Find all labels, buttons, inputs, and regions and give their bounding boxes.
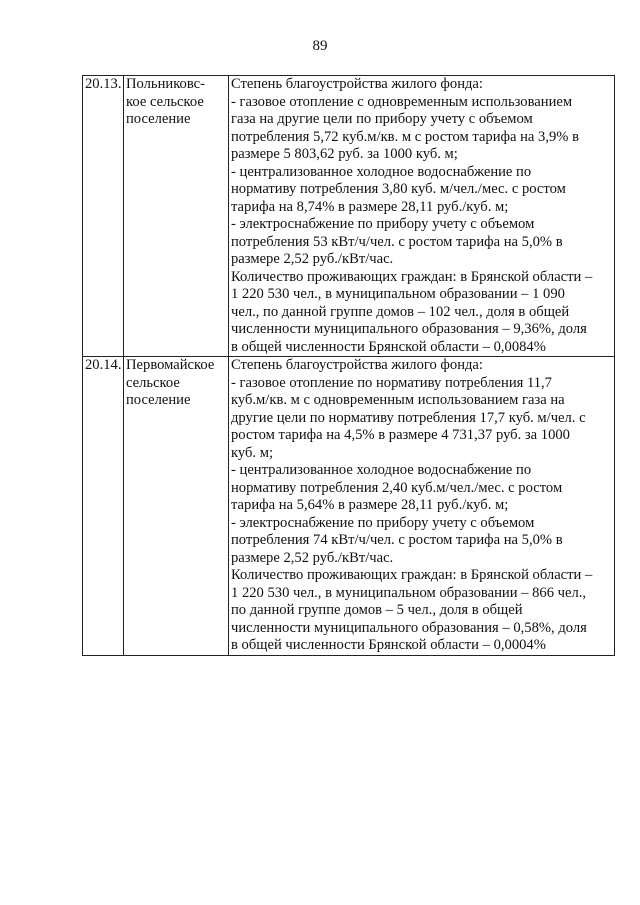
description-line: Количество проживающих граждан: в Брянской области –	[231, 567, 593, 583]
description-line: - централизованное холодное водоснабжение по	[231, 462, 532, 478]
description-line: Степень благоустройства жилого фонда:	[231, 357, 483, 373]
settlement-name-cell	[124, 357, 229, 656]
description-line: газа на другие цели по прибору учету с объемом	[231, 111, 533, 127]
description-line: в общей численности Брянской области – 0,0004%	[231, 637, 546, 653]
settlements-table	[82, 75, 615, 656]
description-line: тарифа на 5,64% в размере 28,11 руб./куб. м;	[231, 497, 509, 513]
description-cell	[229, 357, 615, 656]
description-line: нормативу потребления 3,80 куб. м/чел./мес. с ростом	[231, 181, 566, 197]
description-line: потребления 5,72 куб.м/кв. м с ростом тарифа на 3,9% в	[231, 128, 579, 145]
description-line: Количество проживающих граждан: в Брянской области –	[231, 268, 593, 285]
description-line: куб.м/кв. м с одновременным использованием газа на	[231, 392, 565, 408]
settlement-name-line: поселение	[126, 392, 191, 408]
description-line: - газовое отопление по нормативу потребления 11,7	[231, 374, 552, 391]
description-line: численности муниципального образования – 9,36%, доля	[231, 321, 587, 337]
description-line: размере 2,52 руб./кВт/час.	[231, 251, 394, 267]
settlement-name-line: поселение	[126, 111, 191, 127]
settlement-name-line: Польниковс-	[126, 76, 205, 92]
table-body	[83, 76, 615, 656]
description-line: по данной группе домов – 5 чел., доля в общей	[231, 602, 523, 618]
description-line: куб. м;	[231, 444, 273, 461]
description-line: - электроснабжение по прибору учету с объемом	[231, 514, 535, 531]
row-number: 20.13.	[85, 76, 122, 92]
table-row	[83, 357, 615, 656]
row-number-cell	[83, 76, 124, 357]
description-line: - централизованное холодное водоснабжение по	[231, 163, 532, 180]
page-number: 89	[312, 38, 328, 54]
description-line: потребления 53 кВт/ч/чел. с ростом тарифа на 5,0% в	[231, 233, 563, 250]
description-line: чел., по данной группе домов – 102 чел., доля в общей	[231, 303, 570, 320]
settlement-name-line: Первомайское	[126, 357, 215, 373]
description-line: нормативу потребления 2,40 куб.м/чел./мес. с ростом	[231, 479, 563, 496]
description-line: - газовое отопление с одновременным использованием	[231, 93, 573, 110]
description-line: тарифа на 8,74% в размере 28,11 руб./куб. м;	[231, 198, 509, 215]
table-row	[83, 76, 615, 357]
description-line: размере 5 803,62 руб. за 1000 куб. м;	[231, 146, 458, 162]
description-line: ростом тарифа на 4,5% в размере 4 731,37 руб. за 1000	[231, 427, 570, 443]
description-line: другие цели по нормативу потребления 17,7 куб. м/чел. с	[231, 409, 586, 426]
row-number-cell	[83, 357, 124, 656]
description-cell	[229, 76, 615, 357]
description-line: - электроснабжение по прибору учету с объемом	[231, 216, 535, 232]
settlement-name-line: кое сельское	[126, 93, 204, 110]
settlement-name-line: сельское	[126, 374, 180, 391]
description-line: в общей численности Брянской области – 0,0084%	[231, 338, 546, 355]
description-line: 1 220 530 чел., в муниципальном образовании – 1 090	[231, 286, 565, 302]
description-line: размере 2,52 руб./кВт/час.	[231, 549, 394, 566]
description-line: 1 220 530 чел., в муниципальном образовании – 866 чел.,	[231, 584, 587, 601]
description-line: численности муниципального образования – 0,58%, доля	[231, 619, 587, 636]
description-line: Степень благоустройства жилого фонда:	[231, 76, 483, 92]
settlement-name-cell	[124, 76, 229, 357]
description-line: потребления 74 кВт/ч/чел. с ростом тарифа на 5,0% в	[231, 532, 563, 548]
row-number: 20.14.	[85, 357, 122, 373]
